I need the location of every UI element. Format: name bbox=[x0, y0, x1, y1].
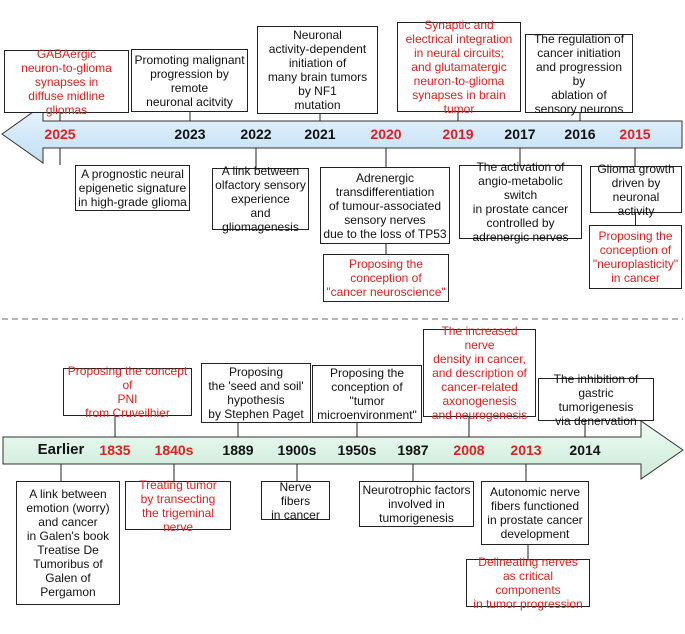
bottom-event-box-1840s: Treating tumor by transecting the trigeminal nerve bbox=[125, 481, 231, 530]
bottom-event-box-2014: The inhibition of gastric tumorigenesis via denervation bbox=[538, 378, 654, 421]
top-year-2023: 2023 bbox=[174, 126, 206, 142]
bottom-year-1987: 1987 bbox=[397, 442, 429, 458]
bottom-event-box-1889: Proposing the 'seed and soil' hypothesis by Stephen Paget bbox=[201, 363, 311, 423]
top-year-2022: 2022 bbox=[240, 126, 272, 142]
top-year-2025: 2025 bbox=[44, 126, 76, 142]
bottom-event-box-2013: Delineating nerves as critical components in tumor progression bbox=[466, 559, 590, 607]
top-event-box-2025: GABAergic neuron-to-glioma synapses in diffuse midline gliomas bbox=[4, 50, 129, 113]
top-event-box-2015: Proposing the conception of "neuroplasticity" in cancer bbox=[589, 225, 682, 289]
top-event-box-2022: A link between olfactory sensory experience and gliomagenesis bbox=[212, 168, 309, 230]
top-year-2020: 2020 bbox=[370, 126, 402, 142]
top-event-box-2025: A prognostic neural epigenetic signature in high-grade glioma bbox=[75, 165, 190, 211]
bottom-year-1835: 1835 bbox=[99, 442, 131, 458]
top-year-2021: 2021 bbox=[304, 126, 336, 142]
bottom-year-2008: 2008 bbox=[453, 442, 485, 458]
bottom-event-box-earlier: A link between emotion (worry) and cancer in Galen's book Treatise De Tumoribus of Galen of Pergamon bbox=[16, 481, 120, 605]
top-event-box-2023: Promoting malignant progression by remote neuronal acitvity bbox=[131, 49, 248, 112]
bottom-year-2013: 2013 bbox=[510, 442, 542, 458]
bottom-year-earlier: Earlier bbox=[37, 441, 85, 458]
top-event-box-2016: The regulation of cancer initiation and progression by ablation of sensory neurons bbox=[525, 34, 633, 113]
bottom-event-box-1900s: Nerve fibers in cancer bbox=[261, 481, 330, 520]
bottom-year-1950s: 1950s bbox=[337, 442, 377, 458]
top-year-2017: 2017 bbox=[504, 126, 536, 142]
bottom-event-box-1950s: Proposing the conception of "tumor microenvironment" bbox=[312, 365, 422, 423]
top-year-2019: 2019 bbox=[442, 126, 474, 142]
bottom-event-box-2013: Autonomic nerve fibers functioned in prostate cancer development bbox=[481, 481, 589, 545]
bottom-year-1840s: 1840s bbox=[154, 442, 194, 458]
bottom-year-1900s: 1900s bbox=[277, 442, 317, 458]
bottom-year-1889: 1889 bbox=[222, 442, 254, 458]
top-event-box-2021: Neuronal activity-dependent initiation of many brain tumors by NF1 mutation bbox=[257, 26, 378, 114]
top-event-box-2020: Adrenergic transdifferentiation of tumour-associated sensory nerves due to the loss of TP53 bbox=[320, 167, 450, 244]
bottom-event-box-2008: The increased nerve density in cancer, and description of cancer-related axonogenesis and neurogenesis bbox=[423, 329, 536, 417]
top-event-box-2020: Proposing the conception of "cancer neuroscience" bbox=[323, 254, 449, 302]
bottom-event-box-1835: Proposing the concept of PNI from Cruveilhier bbox=[63, 368, 192, 416]
top-year-2016: 2016 bbox=[564, 126, 596, 142]
bottom-event-box-1987: Neurotrophic factors involved in tumorigenesis bbox=[359, 481, 474, 527]
top-event-box-2019: Synaptic and electrical integration in neural circuits; and glutamatergic neuron-to-glioma synapses in brain tumor bbox=[397, 22, 521, 112]
top-event-box-2015: Glioma growth driven by neuronal activity bbox=[590, 166, 682, 213]
bottom-year-2014: 2014 bbox=[569, 442, 601, 458]
top-year-2015: 2015 bbox=[619, 126, 651, 142]
top-event-box-2017: The activation of angio-metabolic switch in prostate cancer controlled by adrenergic nerves bbox=[459, 165, 582, 239]
